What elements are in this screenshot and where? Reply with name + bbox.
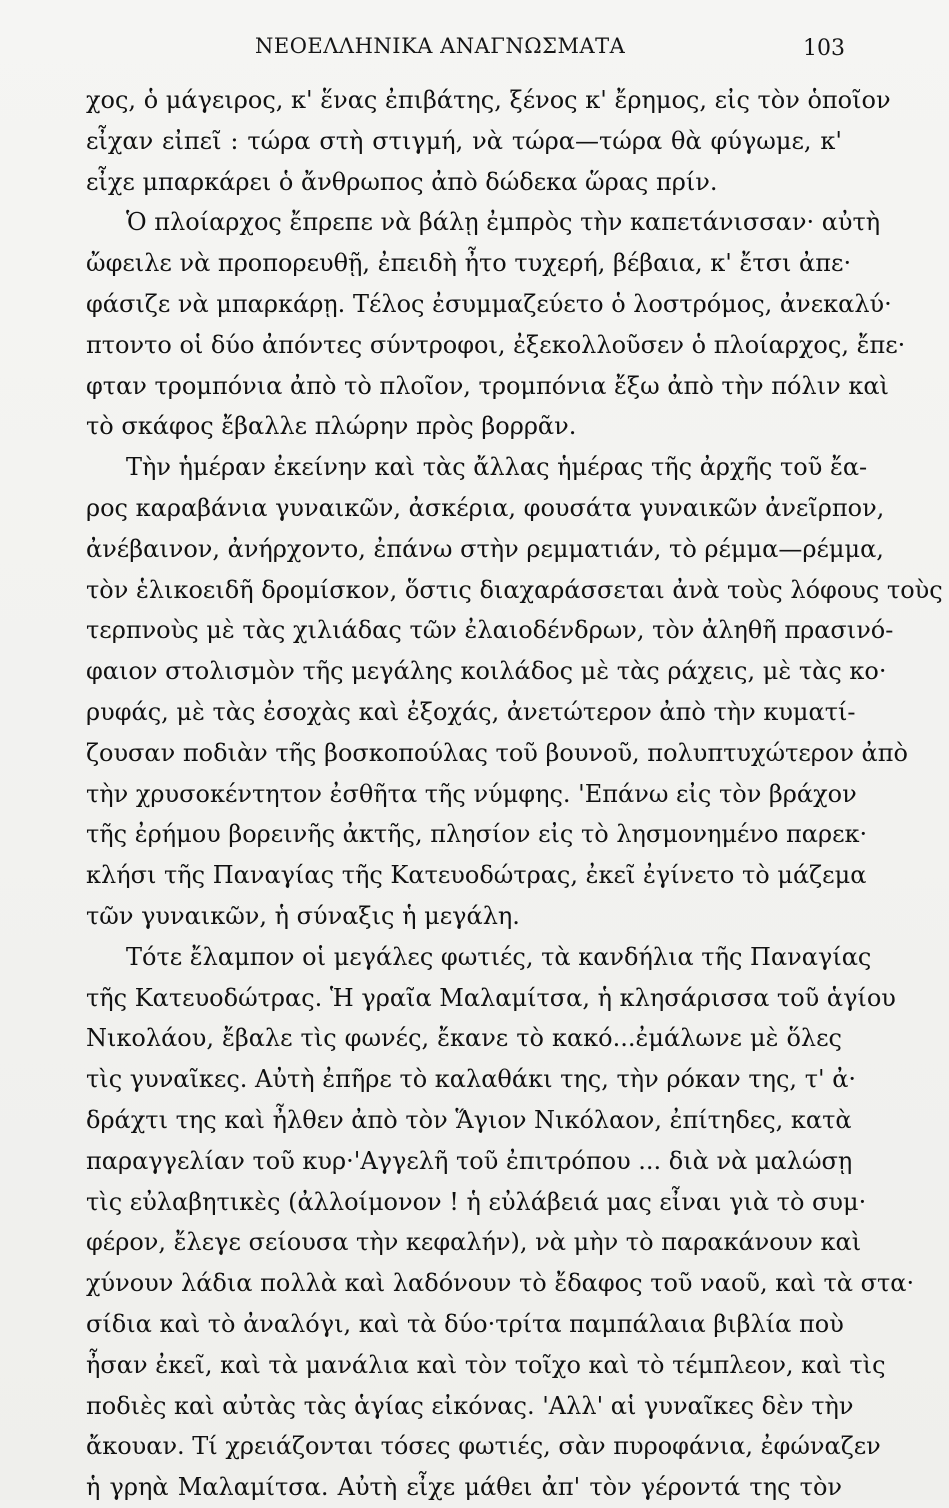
text-line: φταν τρομπόνια ἀπὸ τὸ πλοῖον, τρομπόνια ἔξω ἀπὸ τὴν πόλιν καὶ [86,371,889,400]
running-title: ΝΕΟΕΛΛΗΝΙΚΑ ΑΝΑΓΝΩΣΜΑΤΑ [255,34,626,58]
text-line: τὶς γυναῖκες. Αὐτὴ ἐπῆρε τὸ καλαθάκι της, τὴν ρόκαν της, τ' ἀ· [86,1065,857,1094]
text-line: εἶχαν εἰπεῖ : τώρα στὴ στιγμή, νὰ τώρα—τώρα θὰ φύγωμε, κ' [86,126,842,155]
text-line: Ὁ πλοίαρχος ἔπρεπε νὰ βάλῃ ἐμπρὸς τὴν καπετάνισσαν· αὐτὴ [126,208,881,237]
text-line: χύνουν λάδια πολλὰ καὶ λαδόνουν τὸ ἔδαφος τοῦ ναοῦ, καὶ τὰ στα· [86,1269,915,1298]
text-line: χος, ὁ μάγειρος, κ' ἕνας ἐπιβάτης, ξένος κ' ἔρημος, εἰς τὸν ὁποῖον [86,86,891,114]
text-line: φαιον στολισμὸν τῆς μεγάλης κοιλάδος μὲ τὰς ράχεις, μὲ τὰς κο· [86,657,887,686]
text-line: Τότε ἔλαμπον οἱ μεγάλες φωτιές, τὰ κανδήλια τῆς Παναγίας [126,942,872,971]
text-line: τὸν ἑλικοειδῆ δρομίσκον, ὅστις διαχαράσσεται ἀνὰ τοὺς λόφους τοὺς [86,575,943,604]
text-line: τῶν γυναικῶν, ἡ σύναξις ἡ μεγάλη. [86,901,520,930]
text-line: ἡ γρηὰ Μαλαμίτσα. Αὐτὴ εἶχε μάθει ἀπ' τὸν γέροντά της τὸν [86,1473,842,1502]
text-line: δράχτι της καὶ ἦλθεν ἀπὸ τὸν Ἅγιον Νικόλαον, ἐπίτηδες, κατὰ [86,1105,852,1134]
text-line: κλήσι τῆς Παναγίας τῆς Κατευοδώτρας, ἐκεῖ ἐγίνετο τὸ μάζεμα [86,861,867,890]
text-line: ἦσαν ἐκεῖ, καὶ τὰ μανάλια καὶ τὸν τοῖχο καὶ τὸ τέμπλεον, καὶ τὶς [86,1350,886,1379]
text-line: Τὴν ἡμέραν ἐκείνην καὶ τὰς ἄλλας ἡμέρας τῆς ἀρχῆς τοῦ ἔα- [126,453,868,482]
text-line: ζουσαν ποδιὰν τῆς βοσκοπούλας τοῦ βουνοῦ, πολυπτυχώτερον ἀπὸ [86,738,908,767]
body-text [86,80,943,1508]
text-line: τὴν χρυσοκέντητον ἐσθῆτα τῆς νύμφης. 'Επάνω εἰς τὸν βράχον [86,779,857,808]
text-line: τῆς Κατευοδώτρας. Ἡ γραῖα Μαλαμίτσα, ἡ κλησάρισσα τοῦ ἁγίου [86,983,896,1012]
page-number: 103 [803,36,845,61]
text-line: τῆς ἐρήμου βορεινῆς ἀκτῆς, πλησίον εἰς τὸ λησμονημένο παρεκ· [86,820,868,849]
text-line: τὶς εὐλαβητικὲς (ἀλλοίμονον ! ἡ εὐλάβειά μας εἶναι γιὰ τὸ συμ· [86,1187,867,1216]
text-line: ρυφάς, μὲ τὰς ἐσοχὰς καὶ ἐξοχάς, ἀνετώτερον ἀπὸ τὴν κυματί- [86,697,856,726]
text-line: Νικολάου, ἔβαλε τὶς φωνές, ἔκανε τὸ κακό...ἐμάλωνε μὲ ὅλες [86,1024,842,1053]
text-line: ὤφειλε νὰ προπορευθῇ, ἐπειδὴ ἦτο τυχερή, βέβαια, κ' ἔτσι ἀπε· [86,249,852,278]
text-line: παραγγελίαν τοῦ κυρ·'Αγγελῆ τοῦ ἐπιτρόπου ... διὰ νὰ μαλώσῃ [86,1146,853,1175]
text-line: τὸ σκάφος ἔβαλλε πλώρην πρὸς βορρᾶν. [86,412,577,441]
text-line: τερπνοὺς μὲ τὰς χιλιάδας τῶν ἐλαιοδένδρων, τὸν ἀληθῆ πρασινό- [86,616,894,645]
text-line: πτοντο οἱ δύο ἀπόντες σύντροφοι, ἐξεκολλοῦσεν ὁ πλοίαρχος, ἔπε· [86,330,906,359]
text-line: φέρον, ἔλεγε σείουσα τὴν κεφαλήν), νὰ μὴν τὸ παρακάνουν καὶ [86,1228,862,1257]
text-line: εἶχε μπαρκάρει ὁ ἄνθρωπος ἀπὸ δώδεκα ὥρας πρίν. [86,167,718,196]
text-line: ἄκουαν. Τί χρειάζονται τόσες φωτιές, σὰν πυροφάνια, ἐφώναζεν [86,1432,881,1461]
text-line: ποδιὲς καὶ αὐτὰς τὰς ἁγίας εἰκόνας. 'Αλλ' αἱ γυναῖκες δὲν τὴν [86,1391,854,1420]
running-head [0,26,949,66]
text-line: φάσιζε νὰ μπαρκάρῃ. Τέλος ἐσυμμαζεύετο ὁ λοστρόμος, ἀνεκαλύ· [86,289,892,318]
text-line: ρος καραβάνια γυναικῶν, ἀσκέρια, φουσάτα γυναικῶν ἀνεῖρπον, [86,493,885,522]
text-line: σίδια καὶ τὸ ἀναλόγι, καὶ τὰ δύο·τρίτα παμπάλαια βιβλία ποὺ [86,1309,844,1338]
text-line: ἀνέβαινον, ἀνήρχοντο, ἐπάνω στὴν ρεμματιάν, τὸ ρέμμα—ρέμμα, [86,534,884,563]
